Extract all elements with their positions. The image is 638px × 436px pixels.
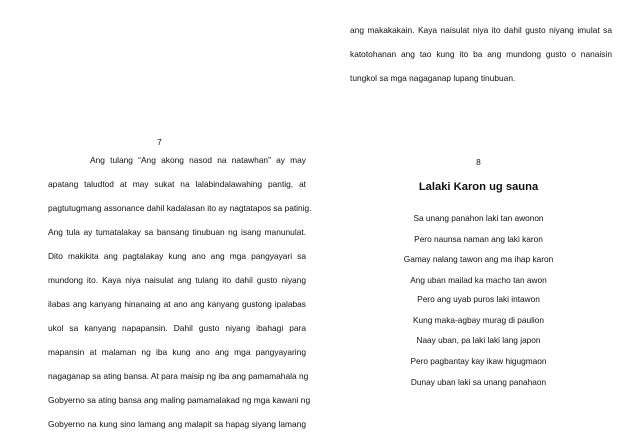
poem-line: Gamay nalang tawon ang ma ihap karon	[403, 254, 554, 264]
paragraph-line: tungkol sa mga nagaganap lupang tinubuan.	[350, 73, 516, 83]
poem-stanza-3	[319, 372, 638, 393]
paragraph-line: Gobyerno sa ating bansa ang maling pamamalakad ng mga kawani ng	[48, 395, 311, 405]
paragraph-line: Ang tula ay tumatalakay sa bansang tinubuan ng isang manunulat.	[48, 227, 306, 237]
paragraph-line: ukol sa kanyang napapansin. Dahil gusto niyang ibahagi para	[48, 323, 306, 333]
paragraph-line: Gobyerno na kung sino lamang ang malapit sa hapag siyang lamang	[48, 419, 306, 429]
left-page	[0, 0, 319, 429]
paragraph-line: ang makakakain. Kaya naisulat niya ito dahil gusto niyang imulat sa	[350, 25, 612, 35]
paragraph-line: ilabas ang kanyang hinanaing at ano ang kanyang gustong ipalabas	[48, 299, 306, 309]
poem-stanza-1	[319, 208, 638, 290]
poem-line: Dunay uban laki sa unang panahaon	[410, 377, 547, 387]
page-number-7: 7	[157, 137, 162, 147]
paragraph-line: katotohanan ang tao kung ito ba ang mundong gusto o nanaisin	[350, 49, 612, 59]
right-page	[319, 0, 638, 417]
poem-line: Pero ang uyab puros laki intawon	[417, 294, 540, 304]
page-number-8: 8	[476, 157, 481, 167]
poem-line: Pero naunsa naman ang laki karon	[414, 233, 543, 244]
paragraph-line: Ang tulang “Ang akong nasod na natawhan” ay may	[90, 155, 306, 165]
poem-line: Sa unang panahon laki tan awonon	[413, 213, 544, 223]
paragraph-line: pagtutugmang assonance dahil kadalasan ito ay nagtatapos sa patinig.	[48, 203, 312, 213]
paragraph-line: mapansin at malaman ng iba kung ano ang mga pangyayaring	[48, 347, 306, 357]
poem-line: Naay uban, pa laki laki lang japon	[416, 335, 541, 345]
analysis-paragraph	[48, 148, 312, 436]
paragraph-line: mundong ito. Kaya niya naisulat ang tulang ito dahil gusto niyang	[48, 275, 306, 285]
paragraph-line: nagaganap sa ating bansa. At para maisip ng iba ang pamamahala ng	[48, 371, 309, 381]
poem-line: Kung maka-agbay murag di paulion	[413, 314, 544, 325]
poem-line: Ang uban mailad ka macho tan awon	[410, 274, 547, 285]
paragraph-line: apatang taludtod at may sukat na lalabindalawahing pantig, at	[48, 179, 306, 189]
paragraph-line: Dito makikita ang pagtalakay kung ano ang mga pangyayari sa	[48, 251, 306, 261]
poem-stanza-2	[319, 289, 638, 371]
poem-line: Pero pagbantay kay ikaw higugmaon	[410, 355, 547, 366]
continued-paragraph	[350, 18, 612, 90]
poem-title: Lalaki Karon ug sauna	[418, 181, 539, 193]
